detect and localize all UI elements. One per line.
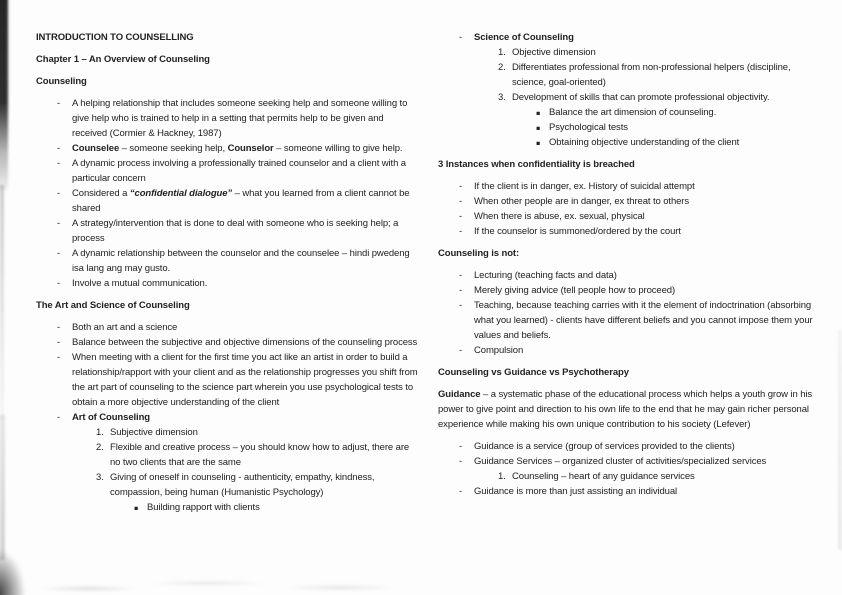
list-item (438, 120, 818, 135)
list-item-text (512, 62, 791, 88)
number-marker: 2. (498, 62, 506, 73)
text-run: A strategy/intervention that is done to deal with someone who is seeking help; a process (72, 218, 399, 244)
list-item-text (474, 285, 675, 296)
text-run: Balance the art dimension of counseling. (549, 107, 717, 118)
dash-bullet-marker: - (57, 143, 61, 154)
list-item-text (474, 211, 645, 222)
list-item (36, 216, 420, 246)
number-marker: 3. (96, 472, 104, 483)
text-run: Involve a mutual communication. (72, 278, 208, 289)
dash-bullet-marker: - (57, 278, 61, 289)
scan-edge-artifact (838, 330, 842, 550)
text-run: – someone willing to give help. (273, 143, 403, 154)
text-run: Giving of oneself in counseling - authenticity, empathy, kindness, compassion, being human (Humanistic Psychology) (110, 472, 375, 498)
text-run: – what you learned from a client cannot be shared (72, 188, 410, 214)
list-item (36, 470, 420, 500)
list-item-text (549, 122, 628, 133)
list (438, 179, 818, 239)
list-item-text (72, 98, 407, 139)
text-run: Objective dimension (512, 47, 596, 58)
dash-bullet-marker: - (459, 300, 463, 311)
text-run: Building rapport with clients (147, 502, 260, 513)
text-run: Counseling is not: (438, 248, 520, 259)
paragraph (438, 387, 818, 432)
scan-edge-artifact (0, 185, 4, 420)
list-item (36, 500, 420, 515)
dash-bullet-marker: - (459, 285, 463, 296)
section-heading (36, 52, 420, 67)
text-run: When there is abuse, ex. sexual, physical (474, 211, 645, 222)
list-item-text (474, 196, 689, 207)
list-item-text (474, 32, 574, 43)
text-run: Counseling (36, 76, 87, 87)
list-item (36, 276, 420, 291)
list-item (36, 410, 420, 425)
dash-bullet-marker: - (459, 211, 463, 222)
square-bullet-marker: ▪ (536, 124, 541, 132)
scan-corner-artifact (0, 550, 25, 595)
text-run: Both an art and a science (72, 322, 178, 333)
dash-bullet-marker: - (57, 337, 61, 348)
list-item (438, 454, 818, 469)
text-run: A dynamic relationship between the counselor and the counselee – hindi pwedeng isa lang ang may gusto. (72, 248, 410, 274)
list-item (36, 246, 420, 276)
list-item (36, 186, 420, 216)
text-run: Art of Counseling (72, 412, 150, 423)
text-run: Counselor (227, 143, 274, 154)
list-item (36, 320, 420, 335)
text-run: Chapter 1 – An Overview of Counseling (36, 54, 210, 65)
list-item-text (72, 158, 406, 184)
list-item-text (474, 226, 681, 237)
text-run: Subjective dimension (110, 427, 198, 438)
text-run: Science of Counseling (474, 32, 574, 43)
dash-bullet-marker: - (459, 181, 463, 192)
list-item (438, 469, 818, 484)
list-item-text (72, 337, 417, 348)
list-item (36, 350, 420, 410)
text-run: INTRODUCTION TO COUNSELLING (36, 32, 194, 43)
list-item-text (474, 345, 523, 356)
list-item (438, 439, 818, 454)
list-item (36, 96, 420, 141)
section-heading (438, 157, 818, 172)
text-run: Compulsion (474, 345, 524, 356)
list-item (438, 484, 818, 499)
right-column (438, 30, 818, 506)
list-item (438, 60, 818, 90)
list-item (438, 135, 818, 150)
text-run: Flexible and creative process – you should know how to adjust, there are no two clients that are the same (110, 442, 410, 468)
number-marker: 1. (498, 471, 506, 482)
text-run: Development of skills that can promote professional objectivity. (512, 92, 770, 103)
list-item-text (110, 472, 374, 498)
text-run: When other people are in danger, ex threat to others (474, 196, 690, 207)
section-heading (36, 30, 420, 45)
list-item-text (474, 456, 766, 467)
list (36, 96, 420, 291)
text-run: Guidance is more than just assisting an individual (474, 486, 678, 497)
text-run: – a systematic phase of the educational process which helps a youth grow in his power to give point and direction to his own life to the end that he may gain richer personal experience while making his own unique contribution to his society (Lefever) (438, 389, 813, 430)
dash-bullet-marker: - (57, 352, 61, 363)
list-item-text (549, 137, 739, 148)
list-item (438, 179, 818, 194)
text-run: Balance between the subjective and objective dimensions of the counseling process (72, 337, 418, 348)
list-item-text (474, 486, 677, 497)
list-item-text (72, 218, 398, 244)
dash-bullet-marker: - (459, 196, 463, 207)
dash-bullet-marker: - (57, 412, 61, 423)
dash-bullet-marker: - (57, 98, 61, 109)
text-run: When meeting with a client for the first time you act like an artist in order to build a relationship/rapport with your client and as the relationship progresses you shift from the art part of counseling to the science part wherein you use psychological tests to obtain a more objective understanding of the client (72, 352, 418, 408)
list-item (36, 440, 420, 470)
list-item (438, 343, 818, 358)
dash-bullet-marker: - (459, 456, 463, 467)
dash-bullet-marker: - (57, 158, 61, 169)
number-marker: 2. (96, 442, 104, 453)
text-run: Guidance (438, 389, 481, 400)
dash-bullet-marker: - (459, 345, 463, 356)
list-item (438, 194, 818, 209)
list-item-text (549, 107, 716, 118)
scan-edge-artifact (0, 415, 5, 560)
list-item-text (72, 412, 150, 423)
text-run: A helping relationship that includes someone seeking help and someone willing to give help who is trained to help in a setting that permits help to be given and received (Cormier & Hackney, 1987) (72, 98, 408, 139)
list-item-text (512, 47, 596, 58)
list (438, 439, 818, 499)
list-item-text (474, 441, 735, 452)
left-column (36, 30, 420, 522)
list-item (36, 156, 420, 186)
text-run: The Art and Science of Counseling (36, 300, 190, 311)
text-run: 3 Instances when confidentiality is breached (438, 159, 635, 170)
list-item-text (72, 352, 418, 408)
text-run: Teaching, because teaching carries with it the element of indoctrination (absorbing what you learned) - clients have different beliefs and you cannot impose them your values and beliefs. (474, 300, 813, 341)
list-item (36, 141, 420, 156)
list-item-text (72, 248, 410, 274)
list-item-text (512, 471, 695, 482)
number-marker: 1. (498, 47, 506, 58)
list (36, 320, 420, 515)
dash-bullet-marker: - (459, 486, 463, 497)
text-run: Differentiates professional from non-professional helpers (discipline, science, goal-oriented) (512, 62, 791, 88)
list-item-text (147, 502, 260, 513)
text-run: Guidance is a service (group of services provided to the clients) (474, 441, 735, 452)
text-run: If the client is in danger, ex. History of suicidal attempt (474, 181, 695, 192)
list-item (438, 90, 818, 105)
dash-bullet-marker: - (57, 218, 61, 229)
list-item (438, 298, 818, 343)
list-item-text (72, 143, 402, 154)
dash-bullet-marker: - (57, 248, 61, 259)
text-run: Psychological tests (549, 122, 628, 133)
square-bullet-marker: ▪ (536, 109, 541, 117)
list-item-text (110, 442, 409, 468)
text-run: – someone seeking help, (119, 143, 228, 154)
number-marker: 3. (498, 92, 506, 103)
text-run: Considered a (72, 188, 130, 199)
scan-smudge-artifact (28, 576, 428, 594)
list-item (438, 209, 818, 224)
list-item-text (72, 322, 177, 333)
list-item-text (512, 92, 769, 103)
section-heading (36, 74, 420, 89)
list-item (36, 425, 420, 440)
text-run: Merely giving advice (tell people how to proceed) (474, 285, 676, 296)
scan-edge-artifact (0, 0, 8, 190)
text-run: Counselee (72, 143, 120, 154)
list-item (438, 105, 818, 120)
text-run: Counseling vs Guidance vs Psychotherapy (438, 367, 629, 378)
list-item-text (110, 427, 198, 438)
dash-bullet-marker: - (459, 32, 463, 43)
dash-bullet-marker: - (57, 322, 61, 333)
list-item (438, 30, 818, 45)
text-run: Counseling – heart of any guidance services (512, 471, 695, 482)
list-item-text (72, 188, 409, 214)
list-item-text (72, 278, 207, 289)
list-item (438, 224, 818, 239)
text-run: If the counselor is summoned/ordered by the court (474, 226, 681, 237)
square-bullet-marker: ▪ (536, 139, 541, 147)
text-run: Lecturing (teaching facts and data) (474, 270, 617, 281)
list (438, 268, 818, 358)
text-run: “confidential dialogue” (129, 188, 233, 199)
dash-bullet-marker: - (459, 270, 463, 281)
section-heading (36, 298, 420, 313)
list-item (438, 283, 818, 298)
list-item-text (474, 270, 617, 281)
list-item-text (474, 300, 813, 341)
list-item (438, 268, 818, 283)
list (438, 30, 818, 150)
text-run: Guidance Services – organized cluster of activities/specialized services (474, 456, 767, 467)
dash-bullet-marker: - (459, 226, 463, 237)
list-item (438, 45, 818, 60)
dash-bullet-marker: - (57, 188, 61, 199)
section-heading (438, 365, 818, 380)
text-run: Obtaining objective understanding of the client (549, 137, 740, 148)
dash-bullet-marker: - (459, 441, 463, 452)
number-marker: 1. (96, 427, 104, 438)
list-item-text (474, 181, 695, 192)
square-bullet-marker: ▪ (134, 504, 139, 512)
section-heading (438, 246, 818, 261)
text-run: A dynamic process involving a professionally trained counselor and a client with a particular concern (72, 158, 406, 184)
list-item (36, 335, 420, 350)
